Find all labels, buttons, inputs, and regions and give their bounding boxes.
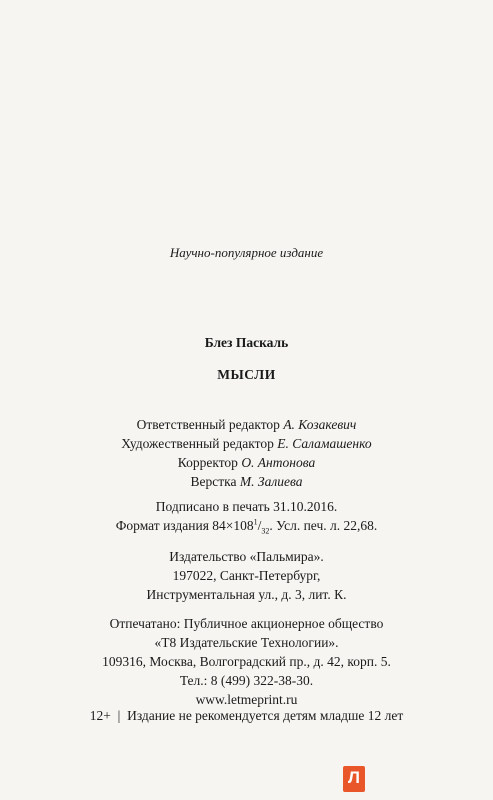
- age-note: Издание не рекомендуется детям младше 12 лет: [127, 708, 404, 723]
- printer-url: www.letmeprint.ru: [195, 692, 298, 707]
- edition-type: Научно-популярное издание: [169, 245, 324, 260]
- book-title: МЫСЛИ: [217, 367, 276, 382]
- author-name: Блез Паскаль: [204, 335, 289, 350]
- printer-block: [0, 614, 493, 709]
- credit-line-proofreader: Корректор О. Антонова: [177, 455, 316, 470]
- credit-line-art-editor: Художественный редактор Е. Саламашенко: [121, 436, 372, 451]
- publisher-name: Издательство «Пальмира».: [169, 549, 324, 564]
- age-rating: 12+: [89, 708, 111, 723]
- print-info-block: [0, 497, 493, 535]
- publisher-city: 197022, Санкт-Петербург,: [172, 568, 321, 583]
- publisher-block: [0, 547, 493, 604]
- printer-phone: Тел.: 8 (499) 322-38-30.: [179, 673, 314, 688]
- signed-date: Подписано в печать 31.10.2016.: [155, 499, 338, 514]
- publisher-logo-icon: Л: [343, 766, 365, 792]
- format-line: Формат издания $84\times 108^1/_{32}$. Усл. печ. л. 22,68.: [115, 517, 378, 536]
- credit-line-chief-editor: Ответственный редактор А. Козакевич: [136, 417, 357, 432]
- publisher-address: Инструментальная ул., д. 3, лит. К.: [146, 587, 347, 602]
- printer-line-2: «Т8 Издательские Технологии».: [154, 635, 339, 650]
- age-separator: |: [114, 708, 124, 723]
- credits-block: [0, 415, 493, 491]
- credit-line-layout: Верстка М. Залиева: [190, 474, 303, 489]
- age-rating-line: [0, 708, 493, 724]
- printer-line-1: Отпечатано: Публичное акционерное общество: [109, 616, 384, 631]
- printer-line-3: 109316, Москва, Волгоградский пр., д. 42, корп. 5.: [102, 654, 391, 669]
